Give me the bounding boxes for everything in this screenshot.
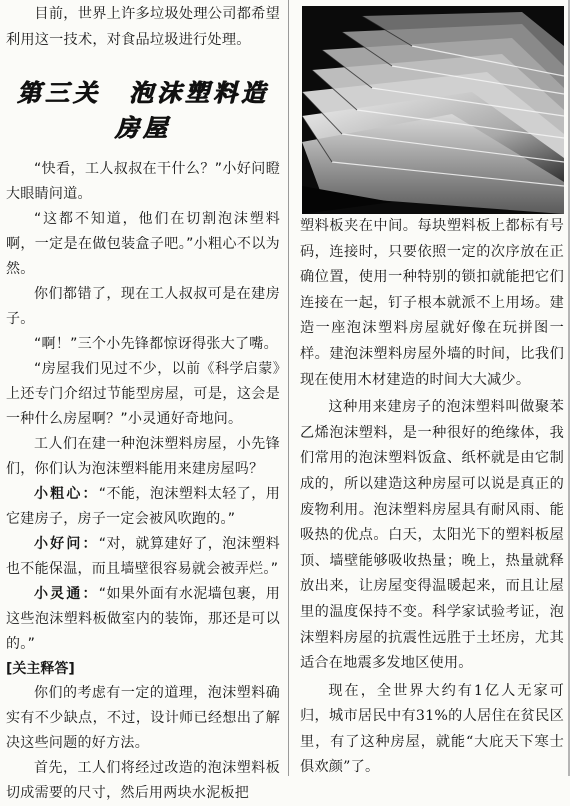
dialogue-text: “对，就算建好了，泡沫塑料也不能保温，而且墙壁很容易就会被弄烂。” — [6, 536, 281, 578]
paragraph-r2: 这种用来建房子的泡沫塑料叫做聚苯乙烯泡沫塑料，是一种很好的绝缘体，我们常用的泡沫塑料饭盒、纸杯就是由它制成的，所以建造这种房屋可以说是真正的废物利用。泡沫塑料房屋具有耐风雨、能吸热的优点。白天，太阳光下的塑料板屋顶、墙壁能够吸收热量；晚上，热量就释放出来，让房屋变得温暖起来，而且让屋里的温度保持不变。科学家试验考证，泡沫塑料房屋的抗震性远胜于土坯房，尤其适合在地震多发地区使用。 — [300, 399, 564, 672]
right-column — [300, 214, 564, 781]
dialogue-xiaohaowen — [6, 532, 280, 582]
foam-boards-photo — [302, 6, 564, 214]
speaker-label: 小粗心： — [34, 486, 99, 503]
paragraph-8: 首先，工人们将经过改造的泡沫塑料板切成需要的尺寸，然后用两块水泥板把 — [6, 760, 280, 802]
paragraph-1: “快看，工人叔叔在干什么？”小好问瞪大眼睛问道。 — [6, 161, 280, 203]
paragraph-4: “啊！”三个小先锋都惊讶得张大了嘴。 — [34, 336, 278, 353]
foam-boards-image — [302, 6, 564, 214]
column-divider — [288, 0, 289, 776]
paragraph-2: “这都不知道，他们在切割泡沫塑料啊，一定是在做包装盒子吧。”小粗心不以为然。 — [6, 211, 280, 278]
speaker-label: 小灵通： — [34, 586, 99, 603]
paragraph-r1: 塑料板夹在中间。每块塑料板上都标有号码，连接时，只要依照一定的次序放在正确位置，使用一种特别的锁扣就能把它们连接在一起，钉子根本就派不上用场。建造一座泡沫塑料房屋就好像在玩拼图一样。建泡沫塑料房屋外墙的时间，比我们现在使用木材建造的时间大大减少。 — [300, 218, 564, 388]
page — [2, 0, 566, 802]
paragraph-3: 你们都错了，现在工人叔叔可是在建房子。 — [6, 286, 280, 328]
dialogue-text: “不能，泡沫塑料太轻了，用它建房子，房子一定会被风吹跑的。” — [6, 486, 281, 528]
dialogue-xiaolingtong — [6, 582, 280, 657]
speaker-label: 小好问： — [34, 536, 99, 553]
section-title: 第三关 泡沫塑料造房屋 — [17, 79, 269, 143]
paragraph-5: “房屋我们见过不少，以前《科学启蒙》上还专门介绍过节能型房屋，可是，这会是一种什么房屋啊？”小灵通好奇地问。 — [6, 361, 280, 428]
dialogue-xiaocuxin — [6, 482, 280, 532]
paragraph-6: 工人们在建一种泡沫塑料房屋，小先锋们，你们认为泡沫塑料能用来建房屋吗？ — [6, 436, 280, 478]
paragraph-7: 你们的考虑有一定的道理，泡沫塑料确实有不少缺点，不过，设计师已经想出了解决这些问题的好方法。 — [6, 685, 280, 752]
left-column — [6, 0, 280, 806]
paragraph-r3: 现在，全世界大约有1亿人无家可归，城市居民中有31%的人居住在贫民区里，有了这种房屋，就能“大庇天下寒士俱欢颜”了。 — [300, 682, 564, 776]
intro-paragraph: 目前，世界上许多垃圾处理公司都希望利用这一技术，对食品垃圾进行处理。 — [6, 6, 280, 48]
answer-label: [关主释答] — [6, 661, 75, 678]
dialogue-text: “如果外面有水泥墙包裹，用这些泡沫塑料板做室内的装饰，那还是可以的。” — [6, 586, 281, 653]
